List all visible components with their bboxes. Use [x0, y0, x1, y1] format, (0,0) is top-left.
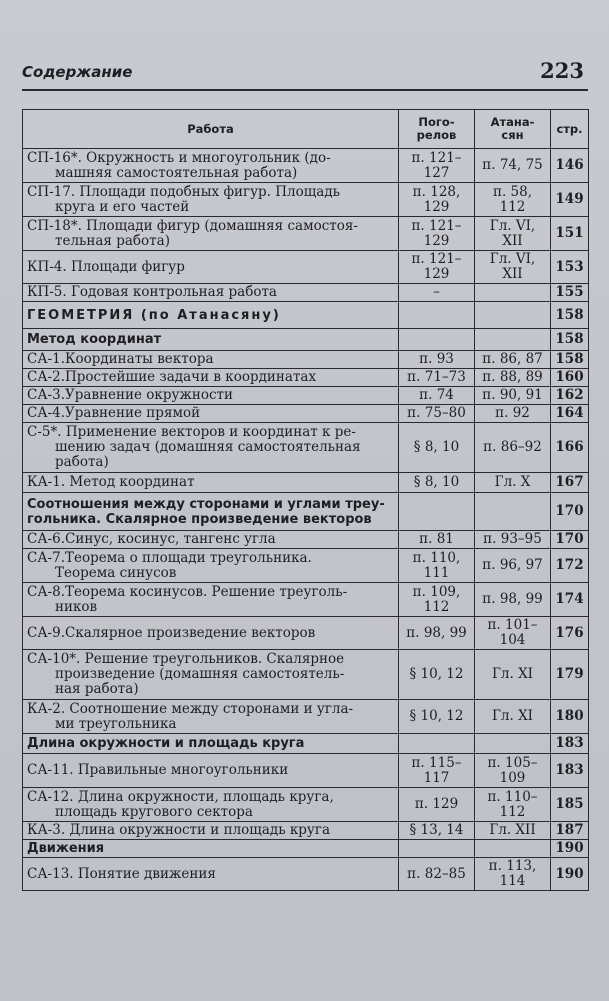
pogorelov-ref: п. 121– 129 [399, 217, 475, 251]
pogorelov-ref: § 10, 12 [399, 650, 475, 700]
work-title: СА-1.Координаты вектора [23, 351, 399, 369]
atanasyan-ref: п. 88, 89 [475, 369, 551, 387]
page-ref: 158 [551, 351, 589, 369]
empty-cell [475, 329, 551, 351]
empty-cell [475, 840, 551, 858]
pogorelov-ref: п. 128, 129 [399, 183, 475, 217]
work-title: СА-3.Уравнение окружности [23, 387, 399, 405]
pogorelov-ref: п. 109, 112 [399, 583, 475, 617]
header-rule [22, 89, 588, 91]
table-row [23, 788, 589, 822]
work-title: СА-4.Уравнение прямой [23, 405, 399, 423]
atanasyan-ref: Гл. XI [475, 700, 551, 734]
atanasyan-ref: Гл. XII [475, 822, 551, 840]
page-number: 223 [540, 58, 584, 83]
page-ref: 162 [551, 387, 589, 405]
atanasyan-ref: Гл. VI, XII [475, 217, 551, 251]
atanasyan-ref: п. 90, 91 [475, 387, 551, 405]
page-ref: 153 [551, 251, 589, 284]
pogorelov-ref: § 10, 12 [399, 700, 475, 734]
empty-cell [475, 734, 551, 754]
table-row [23, 251, 589, 284]
table-row [23, 549, 589, 583]
work-title: СА-9.Скалярное произведение векторов [23, 617, 399, 650]
page-ref: 176 [551, 617, 589, 650]
table-row [23, 822, 589, 840]
empty-cell [475, 493, 551, 531]
atanasyan-ref: п. 113, 114 [475, 858, 551, 891]
table-row [23, 493, 589, 531]
col-header-page: стр. [551, 110, 589, 149]
atanasyan-ref: п. 58, 112 [475, 183, 551, 217]
work-title: СП-18*. Площади фигур (домашняя самостоя- тельная работа) [23, 217, 399, 251]
page-ref: 155 [551, 284, 589, 302]
atanasyan-ref: п. 92 [475, 405, 551, 423]
work-title: КА-1. Метод координат [23, 473, 399, 493]
work-title: С-5*. Применение векторов и координат к ре- шению задач (домашняя самостоятельная работа) [23, 423, 399, 473]
page-ref: 166 [551, 423, 589, 473]
page-ref: 172 [551, 549, 589, 583]
page-ref: 149 [551, 183, 589, 217]
section-heading: Длина окружности и площадь круга [23, 734, 399, 754]
empty-cell [399, 840, 475, 858]
work-title: СП-16*. Окружность и многоугольник (до- машняя самостоятельная работа) [23, 149, 399, 183]
empty-cell [399, 493, 475, 531]
table-row [23, 284, 589, 302]
pogorelov-ref: § 8, 10 [399, 423, 475, 473]
atanasyan-ref: п. 93–95 [475, 531, 551, 549]
table-row [23, 754, 589, 788]
atanasyan-ref: п. 105– 109 [475, 754, 551, 788]
page-ref: 190 [551, 858, 589, 891]
section-title: Содержание [22, 63, 133, 81]
atanasyan-ref: Гл. VI, XII [475, 251, 551, 284]
section-heading: ГЕОМЕТРИЯ (по Атанасяну) [23, 302, 399, 329]
atanasyan-ref: Гл. XI [475, 650, 551, 700]
pogorelov-ref: § 13, 14 [399, 822, 475, 840]
work-title: СА-11. Правильные многоугольники [23, 754, 399, 788]
page-ref: 183 [551, 734, 589, 754]
work-title: СА-12. Длина окружности, площадь круга, площадь кругового сектора [23, 788, 399, 822]
work-title: СА-6.Синус, косинус, тангенс угла [23, 531, 399, 549]
page-ref: 170 [551, 493, 589, 531]
atanasyan-ref: п. 98, 99 [475, 583, 551, 617]
page-ref: 190 [551, 840, 589, 858]
table-row [23, 617, 589, 650]
table-row [23, 473, 589, 493]
table-row [23, 302, 589, 329]
page-ref: 158 [551, 329, 589, 351]
pogorelov-ref: п. 115– 117 [399, 754, 475, 788]
table-row [23, 700, 589, 734]
page-ref: 151 [551, 217, 589, 251]
section-heading: Соотношения между сторонами и углами треу- гольника. Скалярное произведение векторов [23, 493, 399, 531]
page-ref: 174 [551, 583, 589, 617]
table-row [23, 423, 589, 473]
empty-cell [399, 302, 475, 329]
atanasyan-ref: п. 101–104 [475, 617, 551, 650]
table-row [23, 858, 589, 891]
pogorelov-ref: п. 121– 127 [399, 149, 475, 183]
table-row [23, 405, 589, 423]
work-title: КП-4. Площади фигур [23, 251, 399, 284]
section-heading: Метод координат [23, 329, 399, 351]
pogorelov-ref: п. 121–129 [399, 251, 475, 284]
page-header [22, 58, 588, 88]
page-ref: 160 [551, 369, 589, 387]
col-header-atanasyan: Атана- сян [475, 110, 551, 149]
table-row [23, 351, 589, 369]
table-row [23, 369, 589, 387]
page-ref: 179 [551, 650, 589, 700]
work-title: КА-3. Длина окружности и площадь круга [23, 822, 399, 840]
page-ref: 183 [551, 754, 589, 788]
work-title: СА-7.Теорема о площади треугольника. Теорема синусов [23, 549, 399, 583]
pogorelov-ref: п. 129 [399, 788, 475, 822]
table-row [23, 650, 589, 700]
col-header-pogorelov: Пого- релов [399, 110, 475, 149]
contents-table [22, 109, 589, 891]
page-ref: 185 [551, 788, 589, 822]
work-title: СА-2.Простейшие задачи в координатах [23, 369, 399, 387]
work-title: СА-8.Теорема косинусов. Решение треуголь- ников [23, 583, 399, 617]
atanasyan-ref [475, 284, 551, 302]
page-ref: 187 [551, 822, 589, 840]
page-ref: 170 [551, 531, 589, 549]
table-row [23, 734, 589, 754]
pogorelov-ref: п. 75–80 [399, 405, 475, 423]
table-row [23, 217, 589, 251]
atanasyan-ref: п. 86–92 [475, 423, 551, 473]
table-row [23, 531, 589, 549]
pogorelov-ref: п. 98, 99 [399, 617, 475, 650]
table-row [23, 149, 589, 183]
empty-cell [475, 302, 551, 329]
pogorelov-ref: – [399, 284, 475, 302]
page-ref: 146 [551, 149, 589, 183]
atanasyan-ref: п. 110– 112 [475, 788, 551, 822]
pogorelov-ref: п. 81 [399, 531, 475, 549]
pogorelov-ref: п. 74 [399, 387, 475, 405]
col-header-work: Работа [23, 110, 399, 149]
pogorelov-ref: п. 93 [399, 351, 475, 369]
table-row [23, 183, 589, 217]
table-row [23, 583, 589, 617]
pogorelov-ref: п. 82–85 [399, 858, 475, 891]
work-title: СА-10*. Решение треугольников. Скалярное произведение (домашняя самостоятель- ная работа) [23, 650, 399, 700]
atanasyan-ref: п. 96, 97 [475, 549, 551, 583]
page-ref: 158 [551, 302, 589, 329]
atanasyan-ref: Гл. X [475, 473, 551, 493]
empty-cell [399, 734, 475, 754]
table-header-row [23, 110, 589, 149]
table-row [23, 840, 589, 858]
work-title: СА-13. Понятие движения [23, 858, 399, 891]
section-heading: Движения [23, 840, 399, 858]
pogorelov-ref: § 8, 10 [399, 473, 475, 493]
table-row [23, 387, 589, 405]
pogorelov-ref: п. 71–73 [399, 369, 475, 387]
pogorelov-ref: п. 110, 111 [399, 549, 475, 583]
page-ref: 164 [551, 405, 589, 423]
atanasyan-ref: п. 86, 87 [475, 351, 551, 369]
work-title: КА-2. Соотношение между сторонами и угла- ми треугольника [23, 700, 399, 734]
work-title: КП-5. Годовая контрольная работа [23, 284, 399, 302]
empty-cell [399, 329, 475, 351]
table-body [23, 149, 589, 891]
table-row [23, 329, 589, 351]
atanasyan-ref: п. 74, 75 [475, 149, 551, 183]
page-ref: 180 [551, 700, 589, 734]
work-title: СП-17. Площади подобных фигур. Площадь круга и его частей [23, 183, 399, 217]
page-ref: 167 [551, 473, 589, 493]
